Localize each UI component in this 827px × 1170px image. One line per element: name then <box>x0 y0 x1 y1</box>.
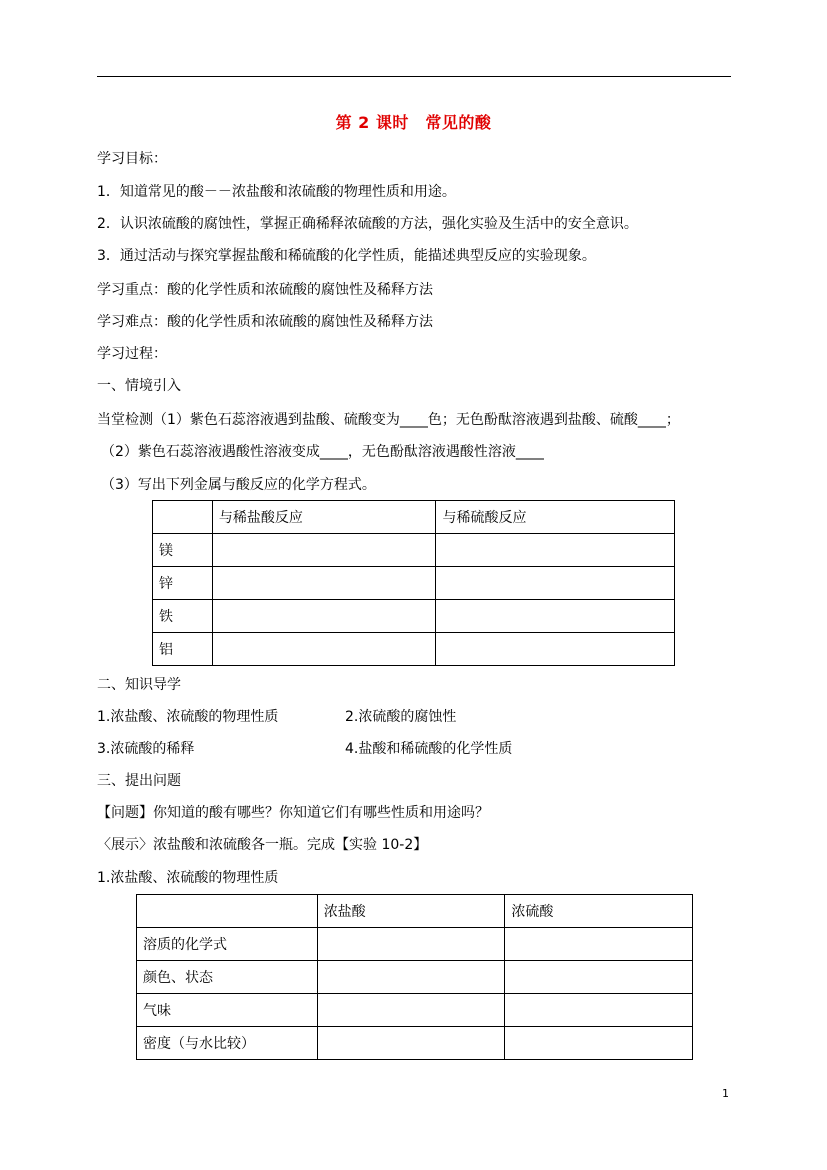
answer-cell[interactable] <box>505 994 693 1027</box>
guide-item-3: 3.浓硫酸的稀释 <box>97 741 195 757</box>
answer-cell[interactable] <box>505 928 693 961</box>
answer-cell[interactable] <box>212 567 436 600</box>
row-label: 铝 <box>153 633 213 666</box>
question-1: 当堂检测（1）紫色石蕊溶液遇到盐酸、硫酸变为____色；无色酚酞溶液遇到盐酸、硫酸____； <box>97 412 680 428</box>
answer-cell[interactable] <box>212 633 436 666</box>
answer-cell[interactable] <box>212 600 436 633</box>
problem-question: 【问题】你知道的酸有哪些？你知道它们有哪些性质和用途吗？ <box>97 805 489 821</box>
table-row <box>137 928 693 961</box>
table-row <box>153 534 675 567</box>
key-points: 学习重点：酸的化学性质和浓硫酸的腐蚀性及稀释方法 <box>97 282 433 298</box>
answer-cell[interactable] <box>505 961 693 994</box>
objective-2: 2．认识浓硫酸的腐蚀性，掌握正确稀释浓硫酸的方法，强化实验及生活中的安全意识。 <box>97 216 638 232</box>
section1-heading: 一、情境引入 <box>97 378 181 394</box>
row-label: 密度（与水比较） <box>137 1027 318 1060</box>
objectives-heading: 学习目标： <box>97 151 167 167</box>
table-header-row <box>153 501 675 534</box>
row-label: 锌 <box>153 567 213 600</box>
table-header-cell <box>137 895 318 928</box>
process-heading: 学习过程： <box>97 346 167 362</box>
table-row <box>153 600 675 633</box>
section2-heading: 二、知识导学 <box>97 677 181 693</box>
answer-cell[interactable] <box>436 567 675 600</box>
guide-item-1: 1.浓盐酸、浓硫酸的物理性质 <box>97 709 279 725</box>
table-row <box>137 994 693 1027</box>
section3-heading: 三、提出问题 <box>97 773 181 789</box>
answer-cell[interactable] <box>317 928 505 961</box>
row-label: 颜色、状态 <box>137 961 318 994</box>
answer-cell[interactable] <box>317 994 505 1027</box>
physical-properties-heading: 1.浓盐酸、浓硫酸的物理性质 <box>97 870 279 886</box>
table-header-cell: 与稀盐酸反应 <box>212 501 436 534</box>
answer-cell[interactable] <box>436 534 675 567</box>
answer-cell[interactable] <box>317 961 505 994</box>
row-label: 铁 <box>153 600 213 633</box>
table-row <box>137 1027 693 1060</box>
answer-cell[interactable] <box>436 633 675 666</box>
difficulties: 学习难点：酸的化学性质和浓硫酸的腐蚀性及稀释方法 <box>97 314 433 330</box>
table-header-cell: 浓盐酸 <box>317 895 505 928</box>
row-label: 镁 <box>153 534 213 567</box>
answer-cell[interactable] <box>505 1027 693 1060</box>
objective-3: 3．通过活动与探究掌握盐酸和稀硫酸的化学性质，能描述典型反应的实验现象。 <box>97 248 596 264</box>
table-header-cell <box>153 501 213 534</box>
row-label: 溶质的化学式 <box>137 928 318 961</box>
objective-1: 1．知道常见的酸－－浓盐酸和浓硫酸的物理性质和用途。 <box>97 184 456 200</box>
table-row <box>153 633 675 666</box>
header-rule <box>97 76 731 77</box>
table-row <box>153 567 675 600</box>
table-header-cell: 浓硫酸 <box>505 895 693 928</box>
question-2: （2）紫色石蕊溶液遇酸性溶液变成____，无色酚酞溶液遇酸性溶液____ <box>101 444 544 460</box>
answer-cell[interactable] <box>212 534 436 567</box>
answer-cell[interactable] <box>436 600 675 633</box>
row-label: 气味 <box>137 994 318 1027</box>
page-number: 1 <box>722 1087 729 1100</box>
guide-item-2: 2.浓硫酸的腐蚀性 <box>345 709 457 725</box>
question-3: （3）写出下列金属与酸反应的化学方程式。 <box>101 477 376 493</box>
page-title: 第 2 课时 常见的酸 <box>335 113 492 132</box>
table-header-row <box>137 895 693 928</box>
table-header-cell: 与稀硫酸反应 <box>436 501 675 534</box>
guide-item-4: 4.盐酸和稀硫酸的化学性质 <box>345 741 513 757</box>
answer-cell[interactable] <box>317 1027 505 1060</box>
table-row <box>137 961 693 994</box>
display-note: 〈展示〉浓盐酸和浓硫酸各一瓶。完成【实验 10-2】 <box>97 837 428 853</box>
physical-properties-table <box>136 894 693 1060</box>
metal-acid-table <box>152 500 675 666</box>
